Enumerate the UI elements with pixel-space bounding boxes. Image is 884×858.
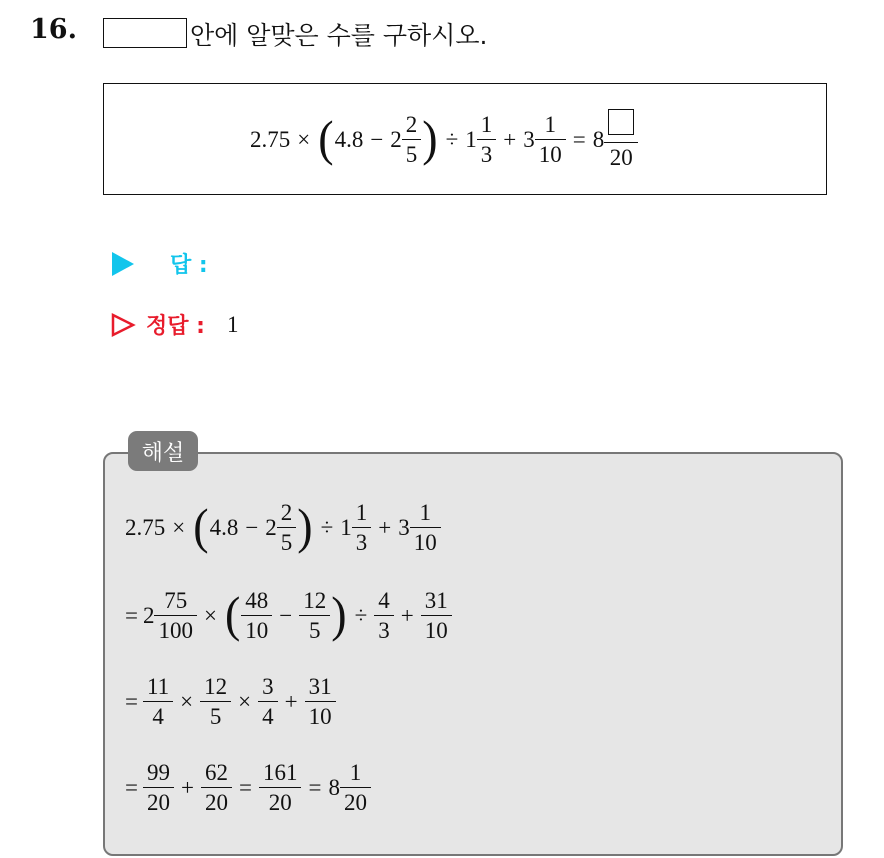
fraction: $\frac{31}{10}$ — [423, 589, 450, 642]
fraction: $\frac{99}{20}$ — [145, 761, 172, 814]
divide-op: ÷ — [445, 126, 459, 152]
fraction: $\frac{2}{5}$ — [279, 501, 295, 554]
term-decimal: 2.75 — [250, 126, 291, 152]
fraction-with-blank: 20 — [606, 109, 636, 169]
fraction: $\frac{1}{10}$ — [412, 501, 439, 554]
solution-box — [103, 452, 843, 856]
fraction: $\frac{1}{3}$ — [479, 113, 495, 166]
problem-box — [103, 83, 827, 195]
fraction: $\frac{1}{10}$ — [537, 113, 564, 166]
mixed-whole: 8 — [592, 126, 605, 152]
plus-op: + — [503, 126, 517, 152]
fraction: $\frac{31}{10}$ — [307, 675, 334, 728]
outline-play-arrow-icon — [110, 312, 136, 338]
fraction: $\frac{3}{4}$ — [260, 675, 276, 728]
correct-answer-label: 정답 : — [146, 314, 205, 339]
term-decimal: 4.8 — [334, 126, 364, 152]
right-paren: ) — [422, 110, 438, 166]
mixed-whole: 3 — [523, 126, 535, 152]
solution-line-4: = $\frac{99}{20}$ + $\frac{62}{20}$ = $\frac{161}{20}$ = 8 $\frac{1}{20}$ — [125, 752, 371, 822]
problem-equation — [250, 104, 638, 174]
fraction: $\frac{2}{5}$ — [404, 113, 420, 166]
fraction: $\frac{12}{5}$ — [202, 675, 229, 728]
minus-op: − — [370, 126, 384, 152]
numerator-blank-box — [608, 109, 634, 135]
fraction: $\frac{1}{20}$ — [342, 761, 369, 814]
question-text: 안에 알맞은 수를 구하시오. — [190, 21, 488, 50]
times-op: × — [297, 126, 311, 152]
fraction: $\frac{11}{4}$ — [145, 675, 171, 728]
mixed-whole: 2 — [390, 126, 402, 152]
play-arrow-icon — [112, 252, 134, 276]
fraction: $\frac{4}{3}$ — [376, 589, 392, 642]
fraction: $\frac{161}{20}$ — [261, 761, 300, 814]
solution-line-2: = 2 $\frac{75}{100}$ × ( $\frac{48}{10}$ − $\frac{12}{5}$ ) ÷ $\frac{4}{3}$ + $\frac{31}{10}$ — [125, 580, 452, 650]
correct-answer-value: 1 — [226, 311, 239, 337]
solution-line-3: = $\frac{11}{4}$ × $\frac{12}{5}$ × $\frac{3}{4}$ + $\frac{31}{10}$ — [125, 666, 336, 736]
mixed-whole: 1 — [465, 126, 477, 152]
fraction: $\frac{62}{20}$ — [203, 761, 230, 814]
fraction: $\frac{12}{5}$ — [301, 589, 328, 642]
equals-op: = — [572, 126, 586, 152]
question-number: 16. — [30, 14, 77, 45]
answer-label: 답 : — [170, 253, 208, 278]
answer-row — [112, 248, 208, 279]
fraction: $\frac{75}{100}$ — [156, 589, 195, 642]
answer-blank-box — [103, 18, 187, 48]
fraction: $\frac{1}{3}$ — [354, 501, 370, 554]
left-paren: ( — [318, 110, 334, 166]
solution-line-1: 2.75 × ( 4.8 − 2 $\frac{2}{5}$ ) ÷ 1 $\frac{1}{3}$ + 3 $\frac{1}{10}$ — [125, 492, 441, 562]
fraction: $\frac{48}{10}$ — [243, 589, 270, 642]
solution-tag: 해설 — [128, 431, 198, 471]
correct-answer-row — [110, 309, 238, 340]
